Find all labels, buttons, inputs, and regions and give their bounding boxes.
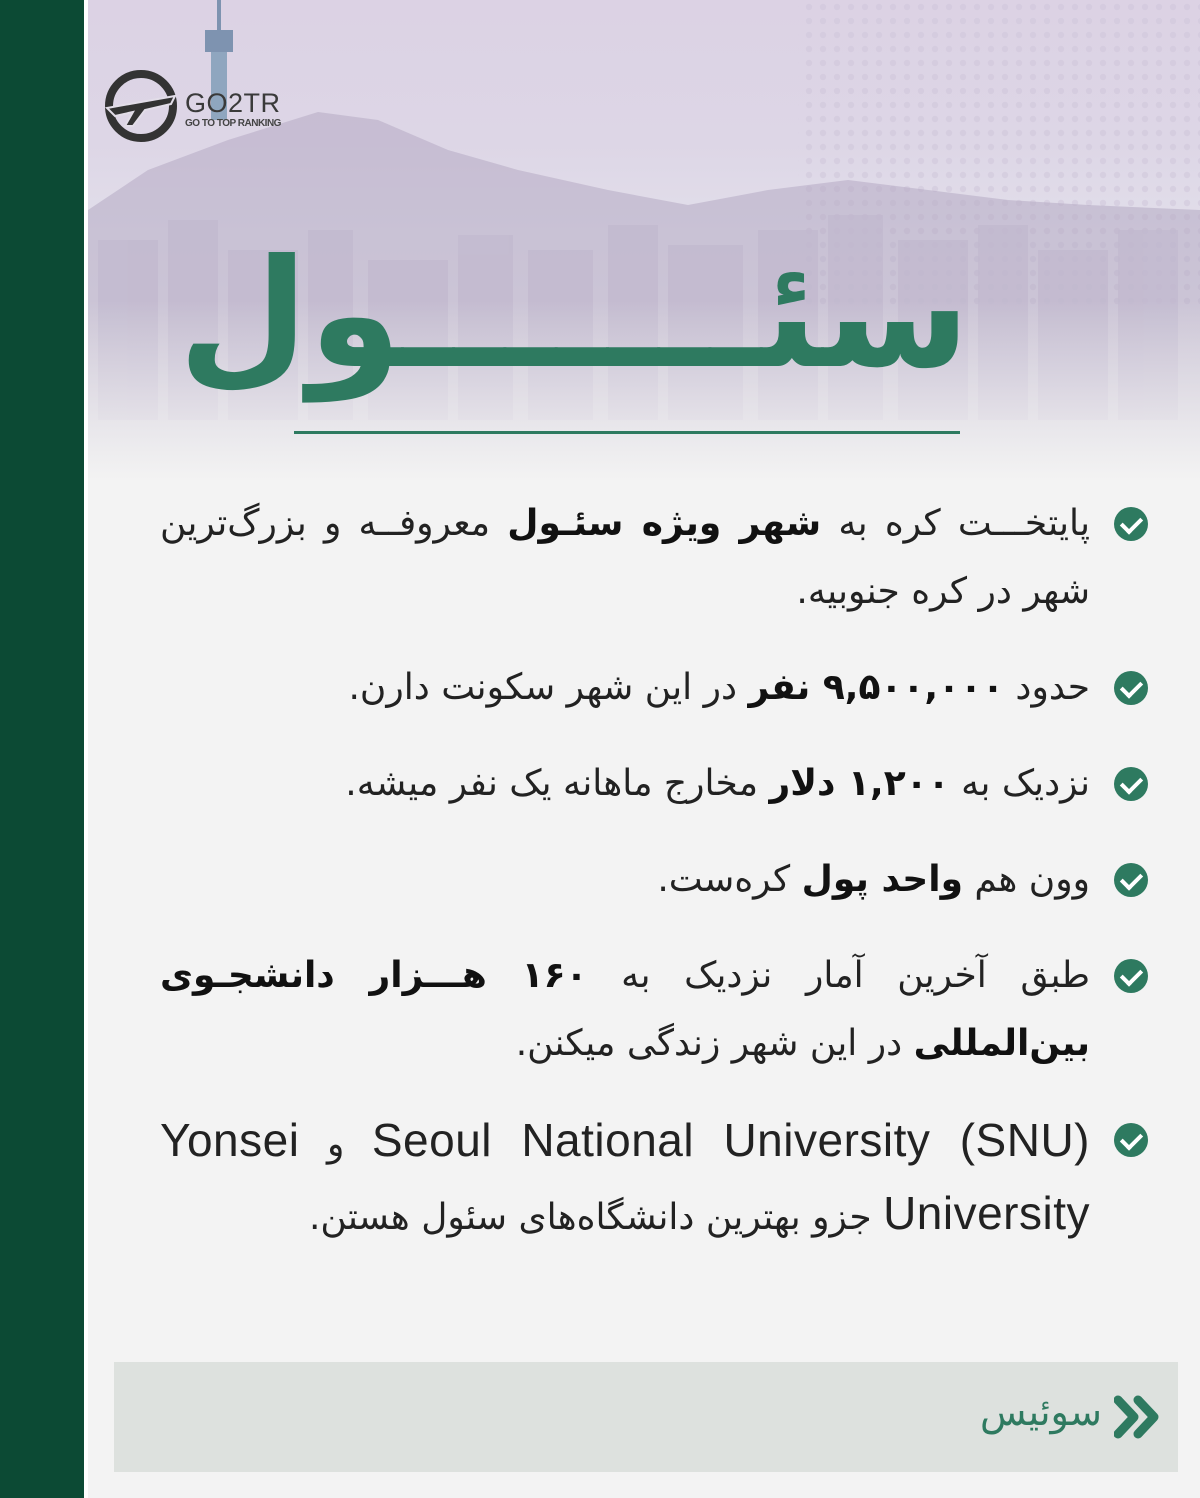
checkmark-icon — [1114, 959, 1148, 993]
item-text: جزو بهترین دانشگاه‌های سئول هستن. — [308, 1197, 884, 1238]
item-text: در این شهر سکونت دارن. — [348, 667, 749, 708]
item-text-bold: ۱۶۰ هـــزار دانشجـوی بین‌المللی — [160, 955, 1090, 1064]
list-item — [160, 654, 1160, 722]
item-text: مخارج ماهانه یک نفر میشه. — [345, 763, 770, 804]
next-city-button[interactable] — [114, 1362, 1178, 1472]
item-text-latin: Yonsei University — [160, 1114, 1090, 1239]
checkmark-icon — [1114, 863, 1148, 897]
item-text: در این شهر زندگی میکنن. — [515, 1023, 914, 1064]
brand-name: GO2TR — [185, 88, 281, 118]
item-text: پایتخـــت کره به — [821, 503, 1090, 544]
facts-list — [160, 490, 1160, 1280]
item-text: حدود — [1003, 667, 1090, 708]
brand-tagline: GO TO TOP RANKING — [185, 118, 281, 129]
item-text: کره‌ست. — [657, 859, 802, 900]
item-text-bold: ۹,۵۰۰,۰۰۰ نفر — [748, 667, 1004, 708]
side-accent-bar — [0, 0, 84, 1498]
item-text: طبق آخرین آمار نزدیک به — [587, 955, 1090, 996]
checkmark-icon — [1114, 671, 1148, 705]
item-text: وون هم — [962, 859, 1090, 900]
checkmark-icon — [1114, 767, 1148, 801]
airplane-logo-icon — [105, 70, 177, 142]
checkmark-icon — [1114, 507, 1148, 541]
page-title: سئـــــــول — [178, 228, 970, 402]
item-text-bold: شهر ویژه سئـول — [507, 503, 822, 544]
next-city-label: سوئیس — [980, 1390, 1102, 1434]
checkmark-icon — [1114, 1123, 1148, 1157]
list-item — [160, 490, 1160, 626]
list-item — [160, 942, 1160, 1078]
item-text-latin: Seoul National University (SNU) — [371, 1114, 1090, 1166]
item-text: نزدیک به — [949, 763, 1090, 804]
item-text: و — [299, 1124, 372, 1165]
list-item — [160, 1106, 1160, 1252]
list-item — [160, 846, 1160, 914]
item-text: معروفــه و بزرگ‌ترین شهر در کره جنوبیه. — [160, 503, 1090, 612]
brand-logo — [105, 70, 305, 145]
title-underline — [294, 431, 960, 434]
item-text-bold: واحد پول — [801, 859, 963, 900]
double-chevron-icon — [1114, 1392, 1164, 1442]
list-item — [160, 750, 1160, 818]
item-text-bold: ۱,۲۰۰ دلار — [769, 763, 950, 804]
